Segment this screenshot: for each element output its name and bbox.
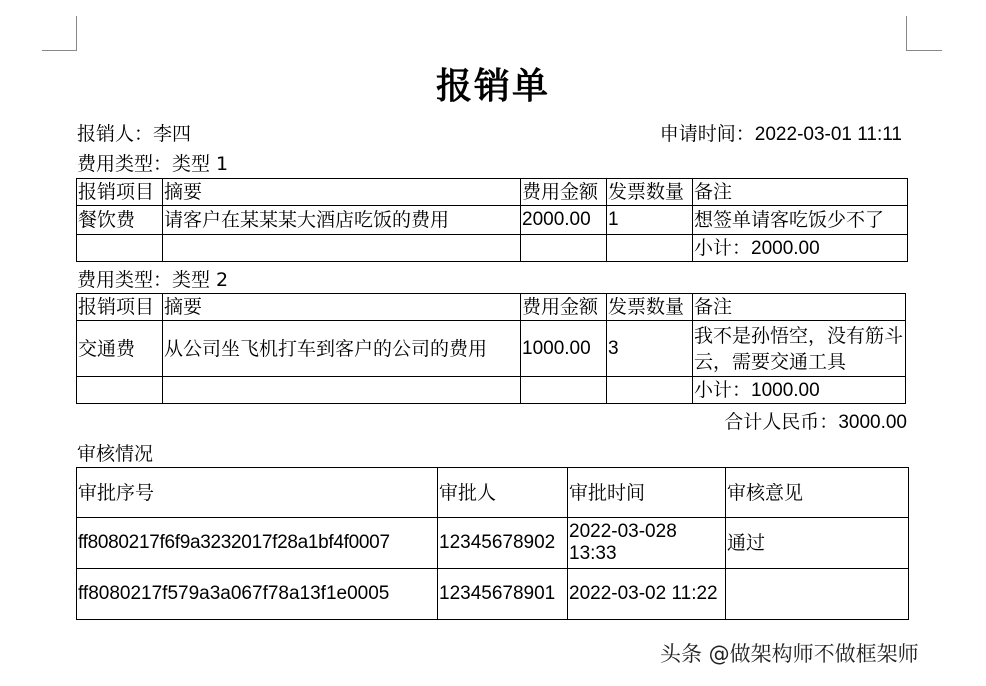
header-cell: 费用金额 — [521, 179, 607, 206]
grand-total — [724, 407, 907, 434]
item-cell: 餐饮费 — [77, 206, 163, 235]
header-cell: 发票数量 — [607, 179, 693, 206]
table-row — [77, 518, 909, 569]
grand-total-value: 3000.00 — [838, 412, 907, 433]
table-row — [77, 321, 906, 377]
table-row — [77, 569, 909, 620]
empty-cell — [607, 235, 693, 262]
subtotal-value: 2000.00 — [751, 237, 820, 259]
header-cell: 报销项目 — [77, 179, 163, 206]
empty-cell — [163, 377, 521, 404]
summary-cell: 从公司坐飞机打车到客户的公司的费用 — [163, 321, 521, 377]
approver-cell: 12345678901 — [438, 569, 568, 620]
crop-mark-top-right — [906, 16, 907, 50]
remark-cell: 我不是孙悟空，没有筋斗云，需要交通工具 — [693, 321, 906, 377]
expense-type-value: 类型 1 — [172, 153, 229, 175]
subtotal-cell — [693, 377, 906, 404]
opinion-cell: 通过 — [726, 518, 909, 569]
review-table — [76, 467, 909, 620]
empty-cell — [163, 235, 521, 262]
review-heading: 审核情况 — [77, 443, 154, 465]
expense-type-1 — [77, 149, 228, 176]
remark-cell: 想签单请客吃饭少不了 — [693, 206, 908, 235]
item-cell: 交通费 — [77, 321, 163, 377]
amount-cell: 2000.00 — [521, 206, 607, 235]
apply-time-value: 2022-03-01 11:11 — [754, 124, 902, 145]
table-header-row — [77, 468, 909, 518]
empty-cell — [77, 235, 163, 262]
grand-total-label: 合计人民币： — [724, 411, 839, 433]
header-cell: 审批人 — [438, 468, 568, 518]
header-cell: 备注 — [693, 179, 908, 206]
subtotal-label: 小计： — [694, 236, 752, 259]
empty-cell — [521, 235, 607, 262]
expense-type-label: 费用类型： — [77, 269, 173, 291]
expense-type-value: 类型 2 — [172, 269, 229, 291]
header-cell: 审批序号 — [77, 468, 438, 518]
claimant-name: 李四 — [153, 123, 192, 145]
header-cell: 摘要 — [163, 294, 521, 321]
opinion-cell — [726, 569, 909, 620]
subtotal-label: 小计： — [694, 378, 752, 401]
approval-time-cell: 2022-03-02 11:22 — [568, 569, 726, 620]
crop-mark-top-right-h — [906, 50, 942, 51]
header-cell: 备注 — [693, 294, 906, 321]
approval-time-cell: 2022-03-028 13:33 — [568, 518, 726, 569]
header-cell: 审核意见 — [726, 468, 909, 518]
approval-id-cell: ff8080217f579a3a067f78a13f1e0005 — [77, 569, 438, 620]
crop-mark-top-left — [76, 16, 77, 50]
watermark: 头条 @做架构师不做框架师 — [660, 642, 919, 666]
expense-table-2 — [76, 293, 906, 404]
subtotal-cell — [693, 235, 908, 262]
table-row — [77, 206, 908, 235]
expense-table-1 — [76, 178, 908, 262]
expense-type-label: 费用类型： — [77, 153, 173, 175]
empty-cell — [607, 377, 693, 404]
subtotal-row — [77, 235, 908, 262]
header-cell: 报销项目 — [77, 294, 163, 321]
amount-cell: 1000.00 — [521, 321, 607, 377]
crop-mark-top-left-h — [42, 50, 77, 51]
expense-type-2 — [77, 265, 228, 292]
summary-cell: 请客户在某某某大酒店吃饭的费用 — [163, 206, 521, 235]
invoice-count-cell: 3 — [607, 321, 693, 377]
approval-id-cell: ff8080217f6f9a3232017f28a1bf4f0007 — [77, 518, 438, 569]
empty-cell — [77, 377, 163, 404]
apply-time-row — [660, 119, 902, 146]
apply-time-label: 申请时间： — [659, 123, 755, 145]
subtotal-value: 1000.00 — [751, 379, 820, 401]
claimant-label: 报销人： — [77, 123, 154, 145]
approver-cell: 12345678902 — [438, 518, 568, 569]
header-cell: 审批时间 — [568, 468, 726, 518]
header-cell: 费用金额 — [521, 294, 607, 321]
invoice-count-cell: 1 — [607, 206, 693, 235]
header-cell: 摘要 — [163, 179, 521, 206]
claimant-row — [77, 119, 191, 146]
header-cell: 发票数量 — [607, 294, 693, 321]
table-header-row — [77, 294, 906, 321]
empty-cell — [521, 377, 607, 404]
subtotal-row — [77, 377, 906, 404]
table-header-row — [77, 179, 908, 206]
document-title: 报销单 — [435, 66, 550, 107]
